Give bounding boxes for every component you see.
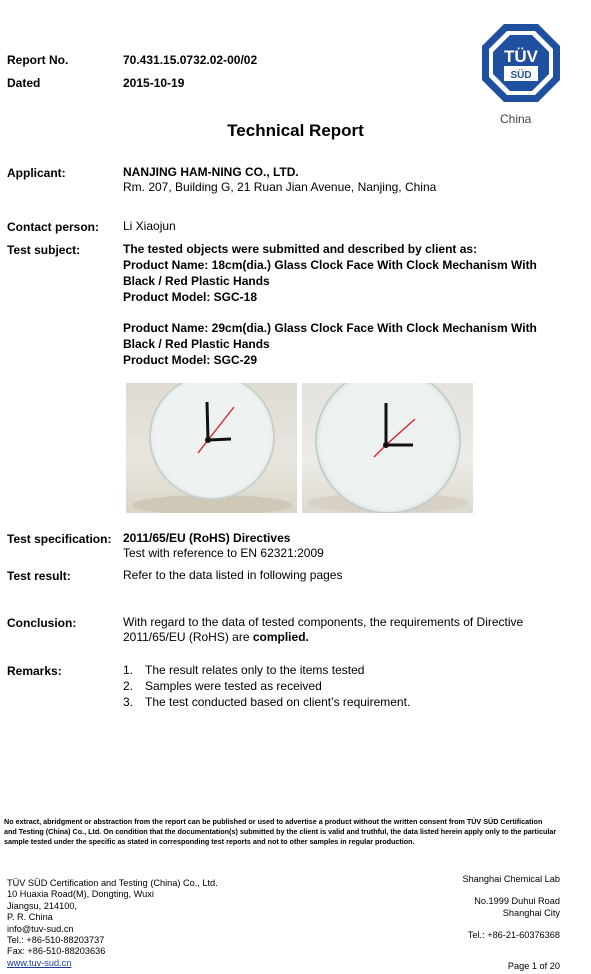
conclusion-label: Conclusion: [7,616,77,630]
disclaimer-line: No extract, abridgment or abstraction from the report can be published or used to advertise a product without the written consent from TÜV SÜD Certification [4,817,543,826]
website-link[interactable]: www.tuv-sud.cn [7,957,72,968]
conclusion-verdict: complied. [252,630,309,644]
product1-model: Product Model: SGC-18 [123,290,258,304]
footer-address-line: P. R. China [7,912,53,923]
footer-company: TÜV SÜD Certification and Testing (China) Co., Ltd. [7,878,218,888]
footer-fax: Fax: +86-510-88203636 [7,946,106,957]
footer-tel: Tel.: +86-510-88203737 [7,935,105,946]
page-title: Technical Report [227,121,364,140]
contact-value: Li Xiaojun [123,219,176,233]
footer-lab-tel: Tel.: +86-21-60376368 [467,930,560,941]
product2-model: Product Model: SGC-29 [123,353,258,367]
product2-name-line1: Product Name: 29cm(dia.) Glass Clock Face With Clock Mechanism With [123,321,537,335]
footer-lab-addr2: Shanghai City [502,907,560,918]
conclusion-line2-text: 2011/65/EU (RoHS) are [123,630,253,644]
test-subject-intro: The tested objects were submitted and described by client as: [123,242,478,256]
contact-label: Contact person: [7,220,100,234]
logo-caption: China [500,112,532,126]
remark-1-text: The result relates only to the items tested [145,663,365,677]
test-spec-label: Test specification: [7,532,112,546]
test-spec-reference: Test with reference to EN 62321:2009 [123,546,324,560]
product2-name-line2: Black / Red Plastic Hands [123,337,270,351]
test-result-value: Refer to the data listed in following pages [123,568,343,582]
legal-disclaimer [4,817,590,847]
product1-name-line2: Black / Red Plastic Hands [123,274,270,288]
report-no-label: Report No. [7,53,69,67]
conclusion-line1: With regard to the data of tested components, the requirements of Directive [123,615,524,629]
page-number: Page 1 of 20 [507,961,560,971]
applicant-name: NANJING HAM-NING CO., LTD. [123,165,299,179]
footer-address-line: 10 Huaxia Road(M), Dongting, Wuxi [7,889,154,900]
product-photo-sgc18 [126,383,297,513]
remark-3-text: The test conducted based on client’s requirement. [145,695,411,709]
product-photo-sgc29 [302,383,473,513]
conclusion-line2 [123,630,309,645]
logo-main-text: TÜV [504,47,538,66]
dated-value: 2015-10-19 [123,76,185,90]
test-result-label: Test result: [7,569,71,583]
tuv-sud-logo [480,22,562,130]
disclaimer-line: and Testing (China) Co., Ltd. On condition that the documentation(s) submitted by the client is valid and truthful, the data listed herein apply only to the particular [4,827,557,836]
footer-email: info@tuv-sud.cn [7,923,74,934]
product1-name-line1: Product Name: 18cm(dia.) Glass Clock Face With Clock Mechanism With [123,258,537,272]
dated-label: Dated [7,76,41,90]
remarks-label: Remarks: [7,664,62,678]
footer-lab-name: Shanghai Chemical Lab [462,874,560,884]
logo-sub-text: SÜD [510,70,532,81]
footer-lab-address [462,874,560,942]
report-no-value: 70.431.15.0732.02-00/02 [123,53,258,67]
remark-3-num: 3. [123,695,134,709]
footer-lab-addr1: No.1999 Duhui Road [474,896,560,907]
footer-company-address [7,878,218,969]
applicant-address: Rm. 207, Building G, 21 Ruan Jian Avenue, Nanjing, China [123,180,437,194]
remark-1-num: 1. [123,663,134,677]
remark-2-num: 2. [123,679,134,693]
applicant-label: Applicant: [7,166,66,180]
test-subject-label: Test subject: [7,243,81,257]
disclaimer-line: sample tested under the specific as stated in corresponding test reports and not to other samples in regular production. [4,837,415,846]
remark-2-text: Samples were tested as received [145,679,322,693]
footer-address-line: Jiangsu, 214100, [7,900,77,911]
test-spec-directive: 2011/65/EU (RoHS) Directives [123,531,291,545]
